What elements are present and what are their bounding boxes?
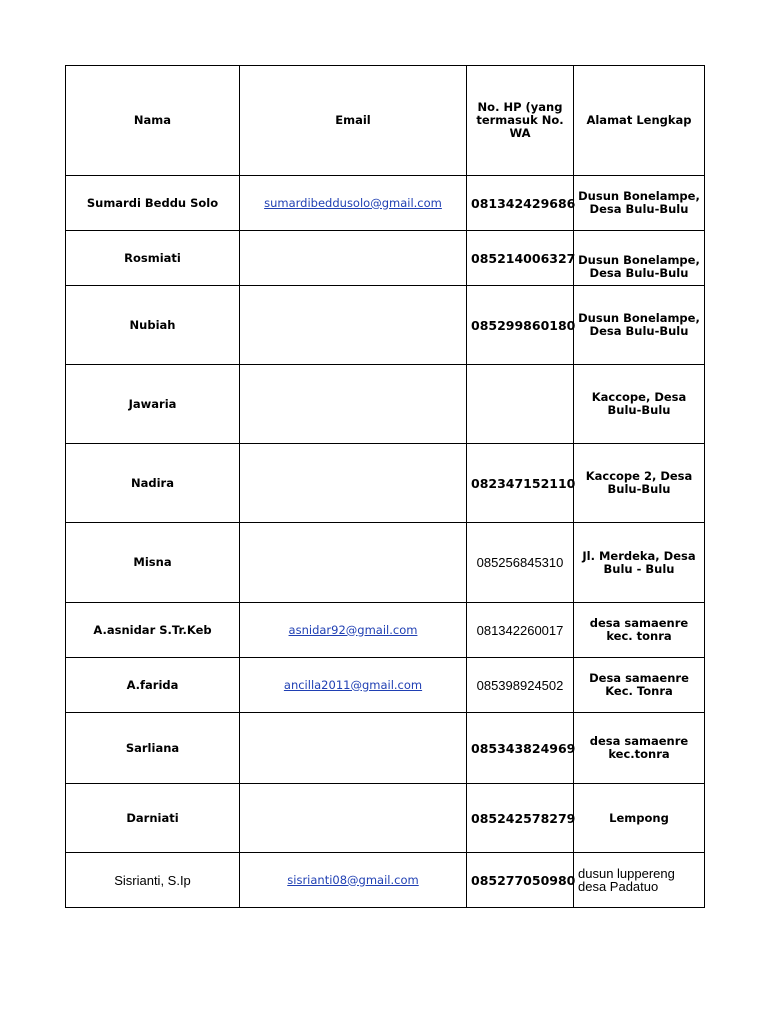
email-link[interactable]: ancilla2011@gmail.com [283,677,423,692]
email-link[interactable]: asnidar92@gmail.com [288,622,418,637]
cell-hp: 081342429686 [467,176,574,231]
table-row [66,176,705,231]
cell-nama: A.farida [66,658,240,713]
table-row [66,713,705,784]
cell-email [240,603,467,658]
table-row [66,365,705,444]
cell-hp: 085343824969 [467,713,574,784]
cell-email [240,231,467,286]
cell-email [240,523,467,603]
cell-email [240,784,467,853]
cell-email [240,286,467,365]
cell-nama: Jawaria [66,365,240,444]
cell-alamat: Desa samaenre Kec. Tonra [574,658,705,713]
cell-nama: Sarliana [66,713,240,784]
cell-alamat: Dusun Bonelampe, Desa Bulu-Bulu [574,231,705,286]
table-row [66,658,705,713]
cell-hp: 085242578279 [467,784,574,853]
cell-alamat: Dusun Bonelampe, Desa Bulu-Bulu [574,286,705,365]
cell-nama: Rosmiati [66,231,240,286]
cell-email [240,853,467,908]
cell-hp: 085214006327 [467,231,574,286]
cell-email [240,713,467,784]
cell-alamat: Kaccope 2, Desa Bulu-Bulu [574,444,705,523]
cell-hp: 085398924502 [467,658,574,713]
cell-hp: 085277050980 [467,853,574,908]
cell-alamat: desa samaenre kec.tonra [574,713,705,784]
table-row [66,603,705,658]
cell-nama: Darniati [66,784,240,853]
cell-alamat: dusun luppereng desa Padatuo [574,853,705,908]
email-link[interactable]: sisrianti08@gmail.com [287,872,419,887]
header-alamat: Alamat Lengkap [574,66,705,176]
header-nama: Nama [66,66,240,176]
contact-table [65,65,705,908]
cell-nama: Sumardi Beddu Solo [66,176,240,231]
cell-nama: Nadira [66,444,240,523]
cell-hp: 085299860180 [467,286,574,365]
cell-hp: 082347152110 [467,444,574,523]
cell-hp [467,365,574,444]
table-row [66,853,705,908]
cell-hp: 081342260017 [467,603,574,658]
cell-email [240,444,467,523]
cell-email [240,365,467,444]
cell-email [240,176,467,231]
cell-alamat: Jl. Merdeka, Desa Bulu - Bulu [574,523,705,603]
cell-alamat: Lempong [574,784,705,853]
email-link[interactable]: sumardibeddusolo@gmail.com [264,195,442,210]
cell-hp: 085256845310 [467,523,574,603]
table-row [66,286,705,365]
cell-nama: Nubiah [66,286,240,365]
cell-alamat: Kaccope, Desa Bulu-Bulu [574,365,705,444]
header-email: Email [240,66,467,176]
cell-alamat: Dusun Bonelampe, Desa Bulu-Bulu [574,176,705,231]
table-row [66,523,705,603]
table-row [66,231,705,286]
cell-nama: Sisrianti, S.Ip [66,853,240,908]
cell-email [240,658,467,713]
cell-alamat: desa samaenre kec. tonra [574,603,705,658]
header-hp: No. HP (yang termasuk No. WA [467,66,574,176]
header-row [66,66,705,176]
cell-nama: A.asnidar S.Tr.Keb [66,603,240,658]
table-row [66,444,705,523]
table-row [66,784,705,853]
cell-nama: Misna [66,523,240,603]
